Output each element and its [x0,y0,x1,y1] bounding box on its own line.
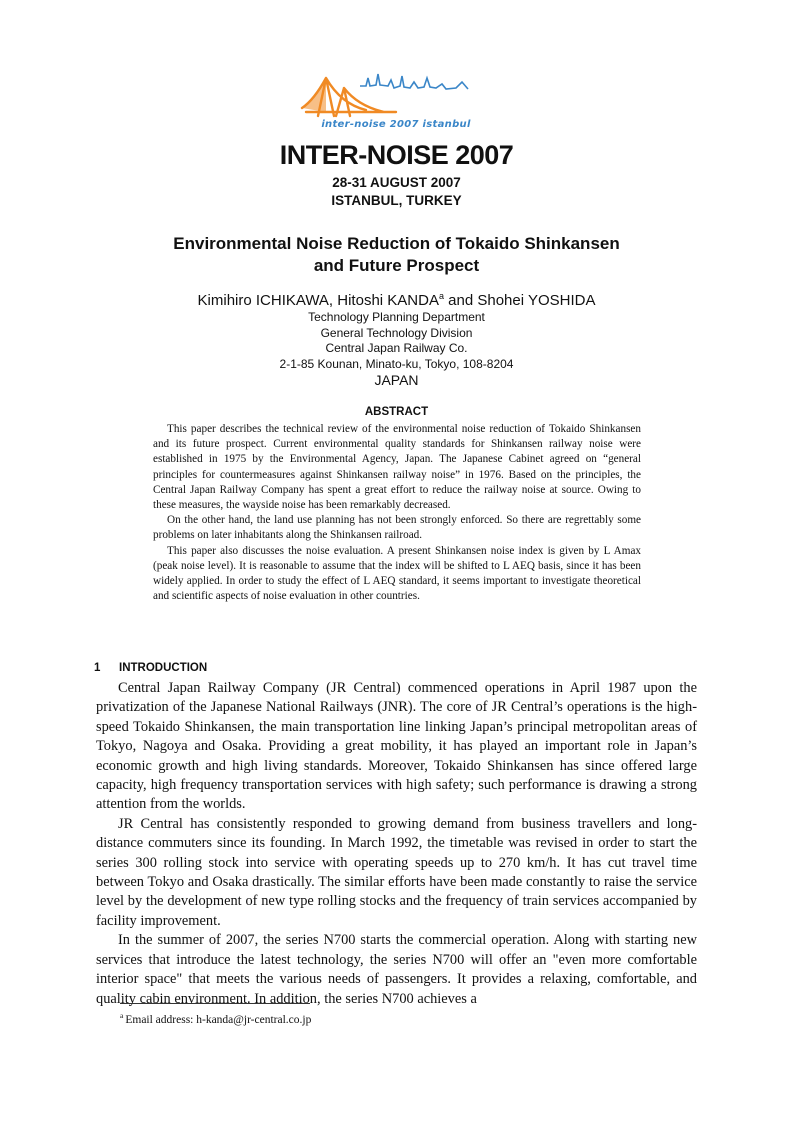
paper-title-line-2: and Future Prospect [313,256,480,275]
abstract-paragraph: On the other hand, the land use planning has not been strongly enforced. So there are regrettably some problems on later inhabitants along the Shinkansen railroad. [153,514,641,542]
authors [0,291,793,309]
authors-part-1: Kimihiro ICHIKAWA, Hitoshi KANDA [197,292,439,309]
affiliation-line-2: General Technology Division [320,325,473,340]
abstract-heading: ABSTRACT [364,406,429,418]
body-paragraph: JR Central has consistently responded to growing demand from business travellers and long-distance commuters since its founding. In March 1992, the timetable was revised in order to start the series 300 rolling stock into service with operating speeds up to 270 km/h. It has cut travel time between Tokyo and Osaka drastically. The similar efforts have been made constantly to raise the service level by the development of new type rolling stocks and the frequency of train services accompanied by facility improvement. [96,815,697,929]
abstract-body [153,422,641,604]
conference-logo [296,66,496,136]
logo-text: inter-noise 2007 istanbul [321,119,471,130]
conference-dates: 28-31 AUGUST 2007 [332,175,461,190]
skyline-icon [360,74,468,89]
body-paragraph: In the summer of 2007, the series N700 starts the commercial operation. Along with starting new services that introduce the latest technology, the series N700 will offer an "even more comfortable interior space" that meets the various needs of passengers. It provides a relaxing, comfortable, and quality cabin environment. In addition, the series N700 achieves a [96,932,697,1007]
footnote-text: Email address: h-kanda@jr-central.co.jp [125,1013,312,1026]
footnote [120,1011,311,1026]
footnote-divider [120,1003,310,1004]
affiliation-line-4: 2-1-85 Kounan, Minato-ku, Tokyo, 108-8204 [279,356,514,371]
bridge-logo-graphic [296,66,496,121]
affiliation [0,310,793,389]
conference-title: INTER-NOISE 2007 [279,140,514,170]
affiliation-country: JAPAN [374,372,419,388]
section-heading-introduction [94,662,207,674]
body-paragraph: Central Japan Railway Company (JR Central) commenced operations in April 1987 upon the privatization of the Japanese National Railways (JNR). The core of JR Central’s operations is the high-speed Tokaido Shinkansen, the main transportation line linking Japan’s principal metropolitan areas of Tokyo, Nagoya and Osaka. Providing a great mobility, it has played an important role in Japan’s economic growth and high living standards. Moreover, Tokaido Shinkansen has since offered large capacity, high frequency transportation services with high safety; such performance is drawing a strong attention from the worlds. [96,680,697,813]
abstract-paragraph: This paper also discusses the noise evaluation. A present Shinkansen noise index is given by L Amax (peak noise level). It is reasonable to assume that the index will be shifted to L AEQ basis, since it has been widely applied. In order to study the effect of L AEQ standard, it seems important to investigate theoretical and scientific aspects of noise evaluation in other countries. [153,544,641,603]
affiliation-line-3: Central Japan Railway Co. [325,341,468,355]
footnote-marker: a [120,1011,124,1020]
section-title: INTRODUCTION [119,662,208,674]
author-superscript: a [438,291,444,301]
introduction-body [96,679,697,1009]
paper-title [100,233,693,277]
abstract-paragraph: This paper describes the technical review of the environmental noise reduction of Tokaido Shinkansen and its future prospect. Current environmental quality standards for Shinkansen railway noise were established in 1975 by the Environmental Agency, Japan. The Japanese Cabinet agreed on “general principles for countermeasures against Shinkansen railway noise” in 1976. Based on the principles, the Central Japan Railway Company has spent a great effort to reduce the railway noise at source. Owing to these measures, the wayside noise has been remarkably decreased. [153,423,641,512]
conference-location: ISTANBUL, TURKEY [331,193,462,208]
section-number: 1 [94,662,101,674]
affiliation-line-1: Technology Planning Department [308,310,485,324]
authors-part-2: and Shohei YOSHIDA [443,292,596,309]
paper-title-line-1: Environmental Noise Reduction of Tokaido Shinkansen [173,234,620,253]
